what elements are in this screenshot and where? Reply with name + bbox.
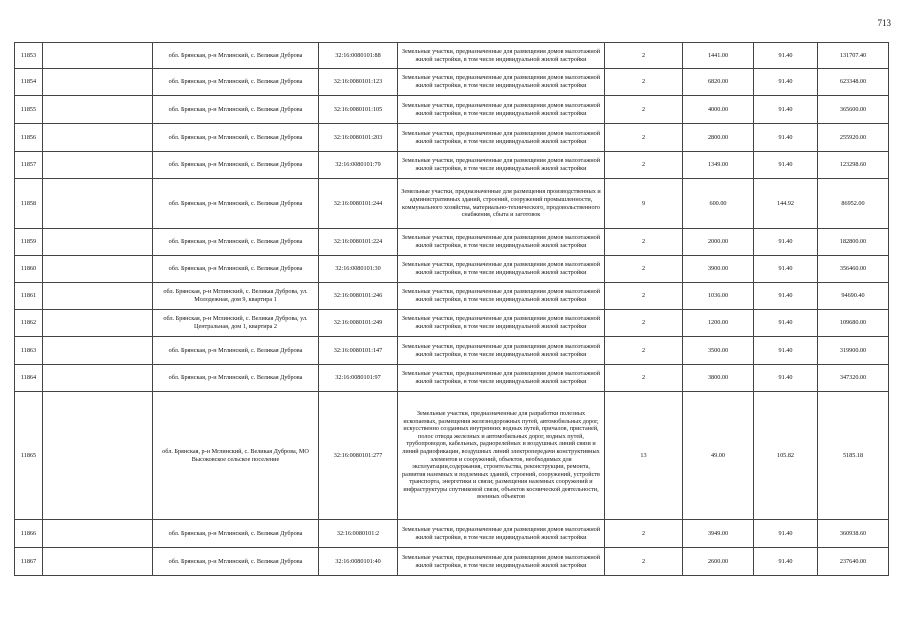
area-cell: 6820.00 [683,69,754,96]
specific-value-cell: 91.40 [754,96,818,124]
table-row [15,229,889,256]
table-row [15,392,889,520]
area-cell: 3949.00 [683,520,754,548]
cadastral-value-cell: 319900.00 [818,337,889,365]
land-use-description-cell: Земельные участки, предназначенные для размещения домов малоэтажной жилой застройки, в том числе индивидуальной жилой застройки [398,283,605,310]
cadastral-value-cell: 182800.00 [818,229,889,256]
address-cell: обл. Брянская, р-н Мглинский, с. Великая Дуброва [153,152,319,179]
blank-cell [43,43,153,69]
land-use-description-cell: Земельные участки, предназначенные для размещения домов малоэтажной жилой застройки, в том числе индивидуальной жилой застройки [398,256,605,283]
cadastral-value-cell: 86952.00 [818,179,889,229]
area-cell: 1036.00 [683,283,754,310]
row-number-cell: 11864 [15,365,43,392]
cadastral-number-cell: 32:16:0080101:249 [319,310,398,337]
specific-value-cell: 144.92 [754,179,818,229]
group-number-cell: 2 [605,124,683,152]
area-cell: 2800.00 [683,124,754,152]
area-cell: 3500.00 [683,337,754,365]
cadastral-number-cell: 32:16:0080101:88 [319,43,398,69]
cadastral-number-cell: 32:16:0080101:79 [319,152,398,179]
table-row [15,179,889,229]
cadastral-number-cell: 32:16:0080101:246 [319,283,398,310]
land-use-description-cell: Земельные участки, предназначенные для размещения домов малоэтажной жилой застройки, в том числе индивидуальной жилой застройки [398,43,605,69]
land-use-description-cell: Земельные участки, предназначенные для размещения домов малоэтажной жилой застройки, в том числе индивидуальной жилой застройки [398,520,605,548]
specific-value-cell: 91.40 [754,124,818,152]
table-row [15,337,889,365]
cadastral-number-cell: 32:16:0080101:2 [319,520,398,548]
group-number-cell: 13 [605,392,683,520]
row-number-cell: 11863 [15,337,43,365]
group-number-cell: 2 [605,337,683,365]
group-number-cell: 2 [605,365,683,392]
table-row [15,365,889,392]
address-cell: обл. Брянская, р-н Мглинский, с. Великая Дуброва, ул. Центральная, дом 1, квартира 2 [153,310,319,337]
area-cell: 3900.00 [683,256,754,283]
blank-cell [43,392,153,520]
address-cell: обл. Брянская, р-н Мглинский, с. Великая Дуброва [153,520,319,548]
address-cell: обл. Брянская, р-н Мглинский, с. Великая Дуброва [153,229,319,256]
area-cell: 3800.00 [683,365,754,392]
group-number-cell: 2 [605,548,683,576]
blank-cell [43,96,153,124]
specific-value-cell: 91.40 [754,152,818,179]
group-number-cell: 2 [605,283,683,310]
cadastral-value-cell: 237640.00 [818,548,889,576]
cadastral-number-cell: 32:16:0080101:97 [319,365,398,392]
page-number: 713 [877,18,891,28]
table-row [15,310,889,337]
area-cell: 2000.00 [683,229,754,256]
group-number-cell: 2 [605,69,683,96]
row-number-cell: 11865 [15,392,43,520]
row-number-cell: 11859 [15,229,43,256]
table-row [15,283,889,310]
table-row [15,256,889,283]
group-number-cell: 2 [605,229,683,256]
group-number-cell: 9 [605,179,683,229]
blank-cell [43,229,153,256]
cadastral-number-cell: 32:16:0080101:147 [319,337,398,365]
cadastral-value-table [14,42,889,576]
cadastral-number-cell: 32:16:0080101:203 [319,124,398,152]
area-cell: 1200.00 [683,310,754,337]
cadastral-number-cell: 32:16:0080101:244 [319,179,398,229]
area-cell: 600.00 [683,179,754,229]
cadastral-value-cell: 347320.00 [818,365,889,392]
table-row [15,43,889,69]
blank-cell [43,152,153,179]
table-row [15,124,889,152]
row-number-cell: 11857 [15,152,43,179]
land-use-description-cell: Земельные участки, предназначенные для размещения домов малоэтажной жилой застройки, в том числе индивидуальной жилой застройки [398,96,605,124]
blank-cell [43,365,153,392]
address-cell: обл. Брянская, р-н Мглинский, с. Великая Дуброва [153,69,319,96]
cadastral-value-cell: 255920.00 [818,124,889,152]
land-use-description-cell: Земельные участки, предназначенные для размещения домов малоэтажной жилой застройки, в том числе индивидуальной жилой застройки [398,548,605,576]
specific-value-cell: 105.82 [754,392,818,520]
area-cell: 1349.00 [683,152,754,179]
address-cell: обл. Брянская, р-н Мглинский, с. Великая Дуброва [153,124,319,152]
group-number-cell: 2 [605,43,683,69]
cadastral-value-cell: 131707.40 [818,43,889,69]
cadastral-number-cell: 32:16:0080101:123 [319,69,398,96]
blank-cell [43,256,153,283]
address-cell: обл. Брянская, р-н Мглинский, с. Великая Дуброва [153,96,319,124]
land-use-description-cell: Земельные участки, предназначенные для размещения домов малоэтажной жилой застройки, в том числе индивидуальной жилой застройки [398,365,605,392]
group-number-cell: 2 [605,256,683,283]
address-cell: обл. Брянская, р-н Мглинский, с. Великая Дуброва, МО Высоковское сельское поселение [153,392,319,520]
address-cell: обл. Брянская, р-н Мглинский, с. Великая Дуброва [153,43,319,69]
land-use-description-cell: Земельные участки, предназначенные для размещения домов малоэтажной жилой застройки, в том числе индивидуальной жилой застройки [398,310,605,337]
area-cell: 4000.00 [683,96,754,124]
address-cell: обл. Брянская, р-н Мглинский, с. Великая Дуброва [153,365,319,392]
blank-cell [43,69,153,96]
table-row [15,69,889,96]
blank-cell [43,124,153,152]
land-use-description-cell: Земельные участки, предназначенные для размещения производственных и административных зданий, строений, сооружений промышленности, коммунального хозяйства, материально-технического, продовольственного снабжения, сбыта и заготовок [398,179,605,229]
blank-cell [43,179,153,229]
specific-value-cell: 91.40 [754,548,818,576]
row-number-cell: 11866 [15,520,43,548]
blank-cell [43,310,153,337]
table-body [15,43,889,576]
blank-cell [43,520,153,548]
specific-value-cell: 91.40 [754,283,818,310]
blank-cell [43,283,153,310]
land-use-description-cell: Земельные участки, предназначенные для разработки полезных ископаемых, размещения железнодорожных путей, автомобильных дорог, искусственно созданных внутренних водных путей, причалов, пристаней, полос отвода железных и автомобильных дорог, водных путей, трубопроводов, кабельных, радиорелейных и воздушных линий связи и линий радиофикации, воздушных линий электропередачи конструктивных элементов и сооружений, объектов, необходимых для эксплуатации,содержания, строительства, реконструкции, ремонта, развития наземных и подземных зданий, строений, сооружений, устройств транспорта, энергетики и связи; размещения наземных сооружений и инфраструктуры спутниковой связи, объектов космической деятельности, военных объектов [398,392,605,520]
row-number-cell: 11862 [15,310,43,337]
specific-value-cell: 91.40 [754,365,818,392]
area-cell: 1441.00 [683,43,754,69]
cadastral-value-cell: 623348.00 [818,69,889,96]
land-use-description-cell: Земельные участки, предназначенные для размещения домов малоэтажной жилой застройки, в том числе индивидуальной жилой застройки [398,229,605,256]
cadastral-number-cell: 32:16:0080101:105 [319,96,398,124]
land-use-description-cell: Земельные участки, предназначенные для размещения домов малоэтажной жилой застройки, в том числе индивидуальной жилой застройки [398,152,605,179]
cadastral-value-cell: 365600.00 [818,96,889,124]
row-number-cell: 11854 [15,69,43,96]
specific-value-cell: 91.40 [754,43,818,69]
row-number-cell: 11858 [15,179,43,229]
blank-cell [43,337,153,365]
group-number-cell: 2 [605,96,683,124]
land-use-description-cell: Земельные участки, предназначенные для размещения домов малоэтажной жилой застройки, в том числе индивидуальной жилой застройки [398,69,605,96]
blank-cell [43,548,153,576]
group-number-cell: 2 [605,520,683,548]
specific-value-cell: 91.40 [754,337,818,365]
specific-value-cell: 91.40 [754,229,818,256]
cadastral-value-cell: 109680.00 [818,310,889,337]
cadastral-number-cell: 32:16:0080101:30 [319,256,398,283]
table-row [15,520,889,548]
cadastral-value-cell: 123298.60 [818,152,889,179]
row-number-cell: 11860 [15,256,43,283]
cadastral-value-cell: 356460.00 [818,256,889,283]
address-cell: обл. Брянская, р-н Мглинский, с. Великая Дуброва [153,337,319,365]
table-row [15,96,889,124]
specific-value-cell: 91.40 [754,256,818,283]
row-number-cell: 11861 [15,283,43,310]
address-cell: обл. Брянская, р-н Мглинский, с. Великая Дуброва [153,179,319,229]
area-cell: 49.00 [683,392,754,520]
table-row [15,548,889,576]
address-cell: обл. Брянская, р-н Мглинский, с. Великая Дуброва [153,256,319,283]
group-number-cell: 2 [605,310,683,337]
group-number-cell: 2 [605,152,683,179]
row-number-cell: 11853 [15,43,43,69]
land-use-description-cell: Земельные участки, предназначенные для размещения домов малоэтажной жилой застройки, в том числе индивидуальной жилой застройки [398,337,605,365]
specific-value-cell: 91.40 [754,310,818,337]
land-use-description-cell: Земельные участки, предназначенные для размещения домов малоэтажной жилой застройки, в том числе индивидуальной жилой застройки [398,124,605,152]
address-cell: обл. Брянская, р-н Мглинский, с. Великая Дуброва, ул. Молодежная, дом 9, квартира 1 [153,283,319,310]
address-cell: обл. Брянская, р-н Мглинский, с. Великая Дуброва [153,548,319,576]
cadastral-value-cell: 360938.60 [818,520,889,548]
cadastral-number-cell: 32:16:0080101:40 [319,548,398,576]
table-row [15,152,889,179]
area-cell: 2600.00 [683,548,754,576]
row-number-cell: 11856 [15,124,43,152]
cadastral-number-cell: 32:16:0080101:277 [319,392,398,520]
cadastral-value-cell: 94690.40 [818,283,889,310]
specific-value-cell: 91.40 [754,520,818,548]
row-number-cell: 11855 [15,96,43,124]
cadastral-value-cell: 5185.18 [818,392,889,520]
specific-value-cell: 91.40 [754,69,818,96]
row-number-cell: 11867 [15,548,43,576]
cadastral-number-cell: 32:16:0080101:224 [319,229,398,256]
